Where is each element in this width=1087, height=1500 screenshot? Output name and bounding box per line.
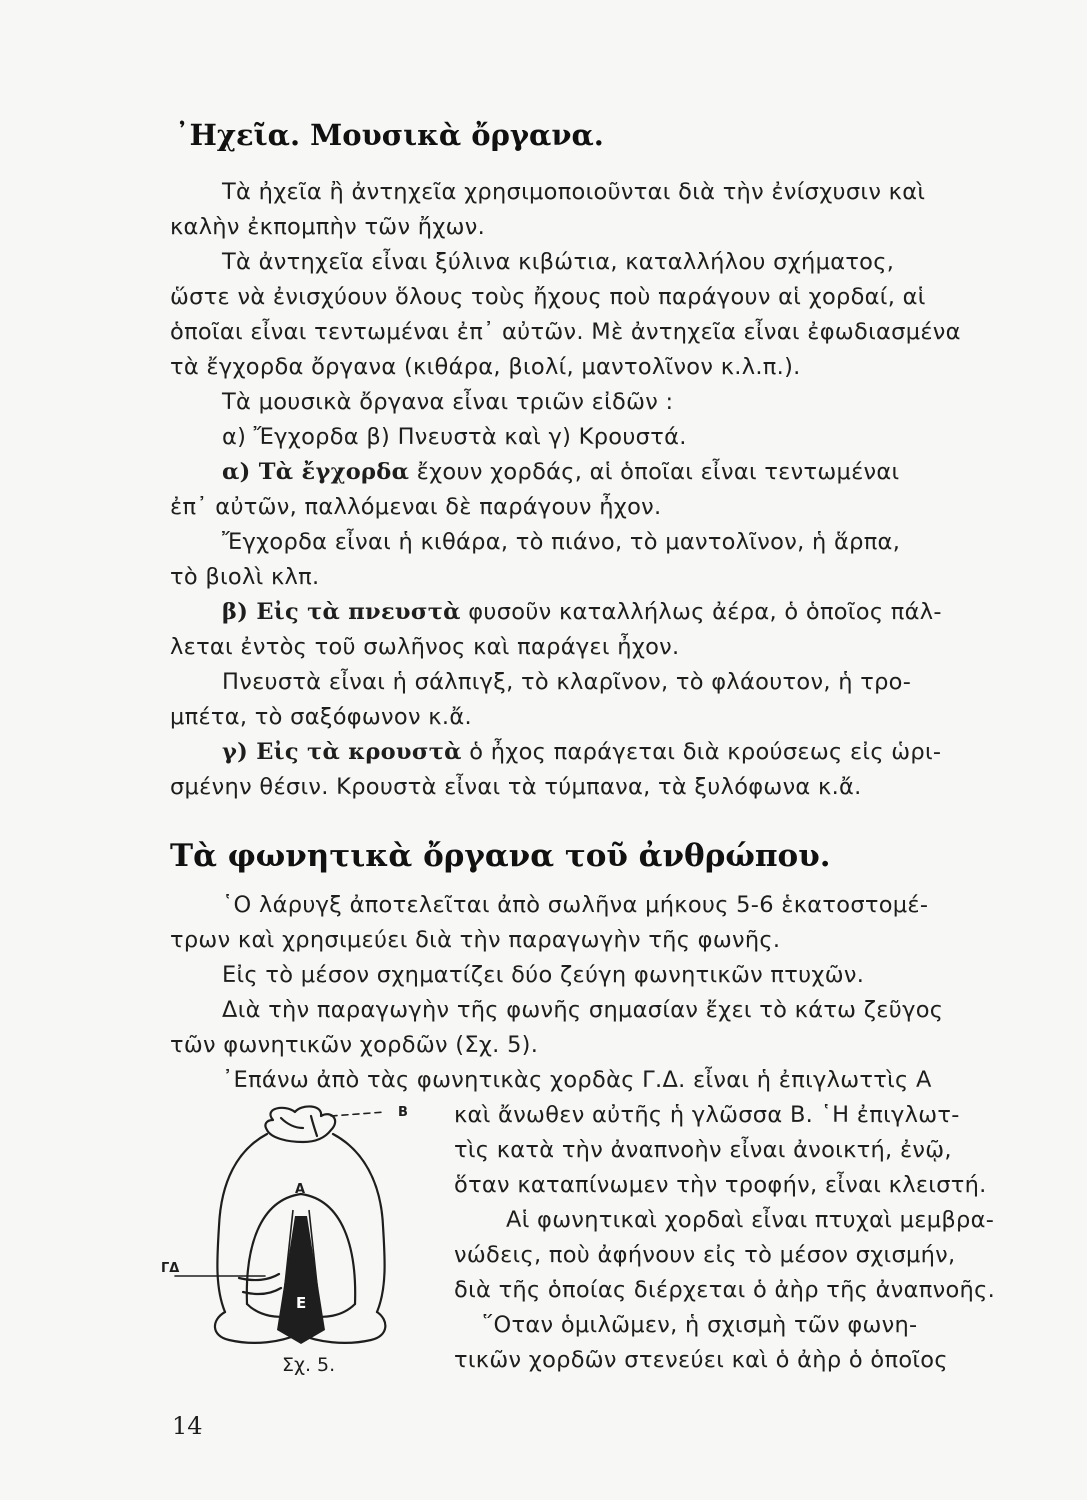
page-number: 14 (172, 1412, 203, 1440)
text-line: λεται ἐντὸς τοῦ σωλῆνος καὶ παράγει ἦχον. (170, 634, 680, 660)
text-line-percussion (222, 737, 941, 767)
percussion-label: γ) Εἰς τὰ κρουστὰ (222, 739, 462, 765)
text-line: καλὴν ἐκπομπὴν τῶν ἤχων. (170, 214, 486, 240)
text-line: α) Ἔγχορδα β) Πνευστὰ καὶ γ) Κρουστά. (222, 424, 687, 450)
text-line: Τὰ ἀντηχεῖα εἶναι ξύλινα κιβώτια, καταλλήλου σχήματος, (222, 249, 895, 275)
text-line: ῾Ο λάρυγξ ἀποτελεῖται ἀπὸ σωλῆνα μήκους 5-6 ἑκατοστομέ- (222, 892, 929, 918)
text-line: ᾿Επάνω ἀπὸ τὰς φωνητικὰς χορδὰς Γ.Δ. εἶναι ἡ ἐπιγλωττὶς Α (222, 1067, 932, 1093)
text-line: ὥστε νὰ ἐνισχύουν ὅλους τοὺς ἤχους ποὺ παράγουν αἱ χορδαί, αἱ (170, 284, 926, 310)
winds-label: β) Εἰς τὰ πνευστὰ (222, 599, 461, 625)
text-line: νώδεις, ποὺ ἀφήνουν εἰς τὸ μέσον σχισμήν, (454, 1242, 956, 1268)
strings-text: ἔχουν χορδάς, αἱ ὁποῖαι εἶναι τεντωμέναι (409, 459, 900, 485)
section-title-vocal-organs: Τὰ φωνητικὰ ὄργανα τοῦ ἀνθρώπου. (170, 838, 831, 874)
text-line: τὸ βιολὶ κλπ. (170, 564, 320, 590)
figure-label-gd: ΓΔ (161, 1261, 180, 1276)
text-line: τῶν φωνητικῶν χορδῶν (Σχ. 5). (170, 1032, 539, 1058)
text-line: Εἰς τὸ μέσον σχηματίζει δύο ζεύγη φωνητικῶν πτυχῶν. (222, 962, 865, 988)
figure-label-b: Β (398, 1105, 408, 1120)
larynx-diagram (155, 1098, 445, 1358)
section-title-resonators: ᾿Ηχεῖα. Μουσικὰ ὄργανα. (175, 118, 604, 152)
text-line: Τὰ ἠχεῖα ἢ ἀντηχεῖα χρησιμοποιοῦνται διὰ τὴν ἐνίσχυσιν καὶ (222, 179, 926, 205)
text-line: τρων καὶ χρησιμεύει διὰ τὴν παραγωγὴν τῆς φωνῆς. (170, 927, 781, 953)
text-line: ὅταν καταπίνωμεν τὴν τροφήν, εἶναι κλειστή. (454, 1172, 987, 1198)
text-line: τὰ ἔγχορδα ὄργανα (κιθάρα, βιολί, μαντολῖνον κ.λ.π.). (170, 354, 801, 380)
text-line: τὶς κατὰ τὴν ἀναπνοὴν εἶναι ἀνοικτή, ἐνῷ, (454, 1137, 952, 1163)
figure-caption: Σχ. 5. (282, 1354, 336, 1376)
text-line: ἐπ᾿ αὐτῶν, παλλόμεναι δὲ παράγουν ἦχον. (170, 494, 662, 520)
text-line: ῞Οταν ὁμιλῶμεν, ἡ σχισμὴ τῶν φωνη- (482, 1312, 918, 1338)
text-line-strings (222, 457, 899, 487)
text-line: Πνευστὰ εἶναι ἡ σάλπιγξ, τὸ κλαρῖνον, τὸ φλάουτον, ἡ τρο- (222, 669, 912, 695)
larynx-figure (155, 1098, 445, 1358)
text-line: διὰ τῆς ὁποίας διέρχεται ὁ ἀὴρ τῆς ἀναπνοῆς. (454, 1277, 996, 1303)
figure-label-e: Ε (296, 1294, 307, 1312)
text-line: ὁποῖαι εἶναι τεντωμέναι ἐπ᾿ αὐτῶν. Μὲ ἀντηχεῖα εἶναι ἐφωδιασμένα (170, 319, 961, 345)
text-line: Τὰ μουσικὰ ὄργανα εἶναι τριῶν εἰδῶν : (222, 389, 674, 415)
text-line: Ἔγχορδα εἶναι ἡ κιθάρα, τὸ πιάνο, τὸ μαντολῖνον, ἡ ἅρπα, (222, 529, 901, 555)
strings-label: α) Τὰ ἔγχορδα (222, 459, 410, 485)
text-line-winds (222, 597, 942, 627)
text-line: καὶ ἄνωθεν αὐτῆς ἡ γλῶσσα Β. ῾Η ἐπιγλωτ- (454, 1102, 960, 1128)
figure-label-a: Α (295, 1182, 306, 1197)
text-line: Αἱ φωνητικαὶ χορδαὶ εἶναι πτυχαὶ μεμβρα- (506, 1207, 995, 1233)
winds-text: φυσοῦν καταλλήλως ἀέρα, ὁ ὁποῖος πάλ- (460, 599, 942, 625)
text-line: σμένην θέσιν. Κρουστὰ εἶναι τὰ τύμπανα, τὰ ξυλόφωνα κ.ἄ. (170, 774, 862, 800)
text-line: μπέτα, τὸ σαξόφωνον κ.ἄ. (170, 704, 472, 730)
text-line: τικῶν χορδῶν στενεύει καὶ ὁ ἀὴρ ὁ ὁποῖος (454, 1347, 948, 1373)
text-line: Διὰ τὴν παραγωγὴν τῆς φωνῆς σημασίαν ἔχει τὸ κάτω ζεῦγος (222, 997, 944, 1023)
percussion-text: ὁ ἦχος παράγεται διὰ κρούσεως εἰς ὡρι- (461, 739, 942, 765)
